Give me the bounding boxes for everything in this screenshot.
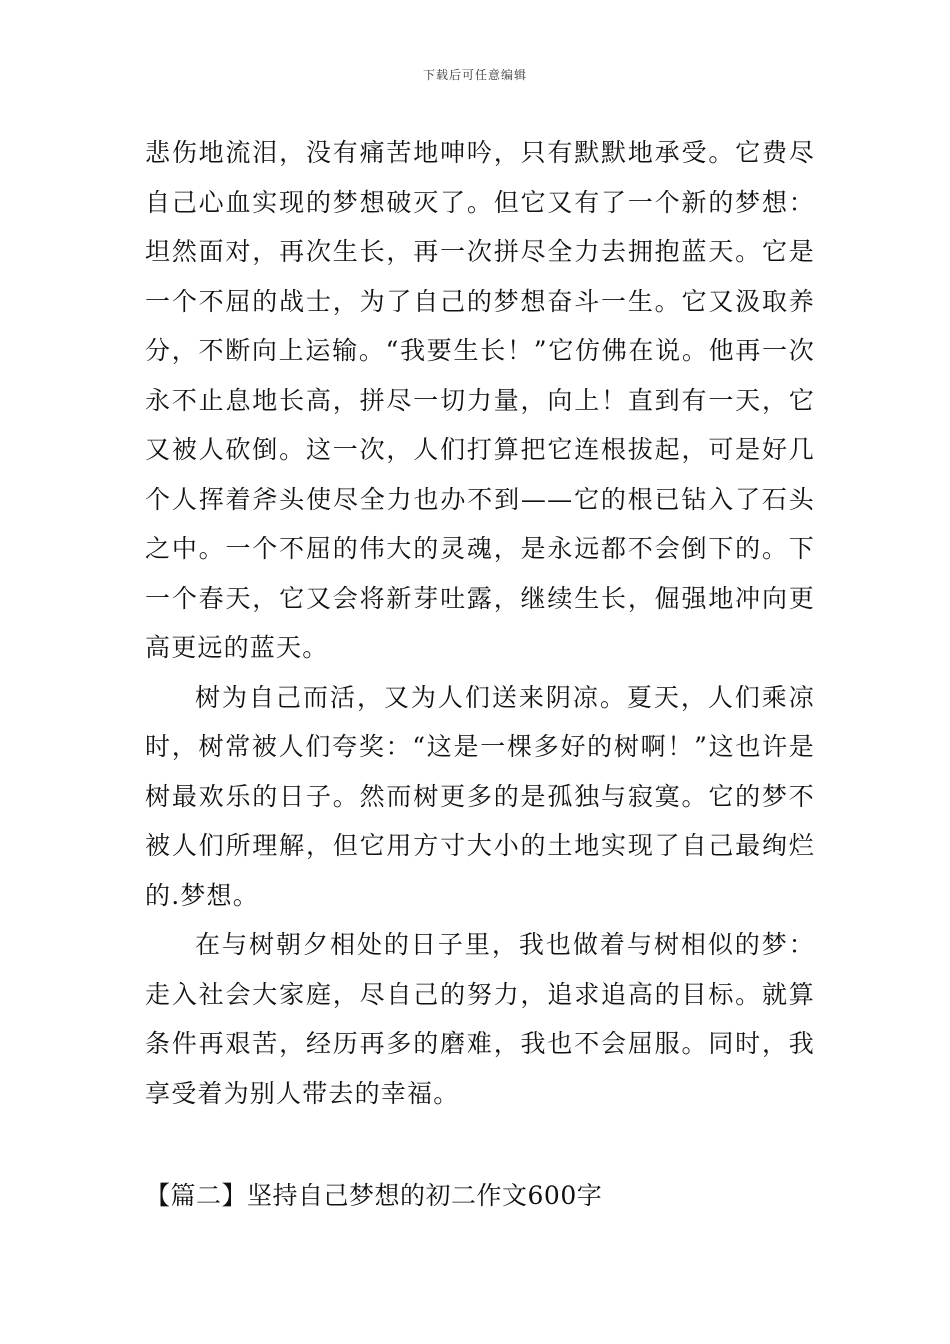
page-header-note: 下载后可任意编辑 — [422, 68, 527, 82]
paragraph-tree-shade: 树为自己而活，又为人们送来阴凉。夏天，人们乘凉时，树常被人们夸奖：“这是一棵多好的树啊！”这也许是树最欢乐的日子。然而树更多的是孤独与寂寞。它的梦不被人们所理解，但它用方寸大小的土地实现了自己最绚烂的.梦想。 — [145, 682, 815, 910]
section-heading: 【篇二】坚持自己梦想的初二作文600字 — [145, 1181, 603, 1210]
paragraph-continuation: 悲伤地流泪，没有痛苦地呻吟，只有默默地承受。它费尽自己心血实现的梦想破灭了。但它又有了一个新的梦想：坦然面对，再次生长，再一次拼尽全力去拥抱蓝天。它是一个不屈的战士，为了自己的梦想奋斗一生。它又汲取养分，不断向上运输。“我要生长！”它仿佛在说。他再一次永不止息地长高，拼尽一切力量，向上！直到有一天，它又被人砍倒。这一次，人们打算把它连根拔起，可是好几个人挥着斧头使尽全力也办不到——它的根已钻入了石头之中。一个不屈的伟大的灵魂，是永远都不会倒下的。下一个春天，它又会将新芽吐露，继续生长，倔强地冲向更高更远的蓝天。 — [145, 138, 815, 662]
essay-body — [145, 128, 815, 1118]
paragraph-my-dream: 在与树朝夕相处的日子里，我也做着与树相似的梦：走入社会大家庭，尽自己的努力，追求追高的目标。就算条件再艰苦，经历再多的磨难，我也不会屈服。同时，我享受着为别人带去的幸福。 — [145, 930, 815, 1108]
